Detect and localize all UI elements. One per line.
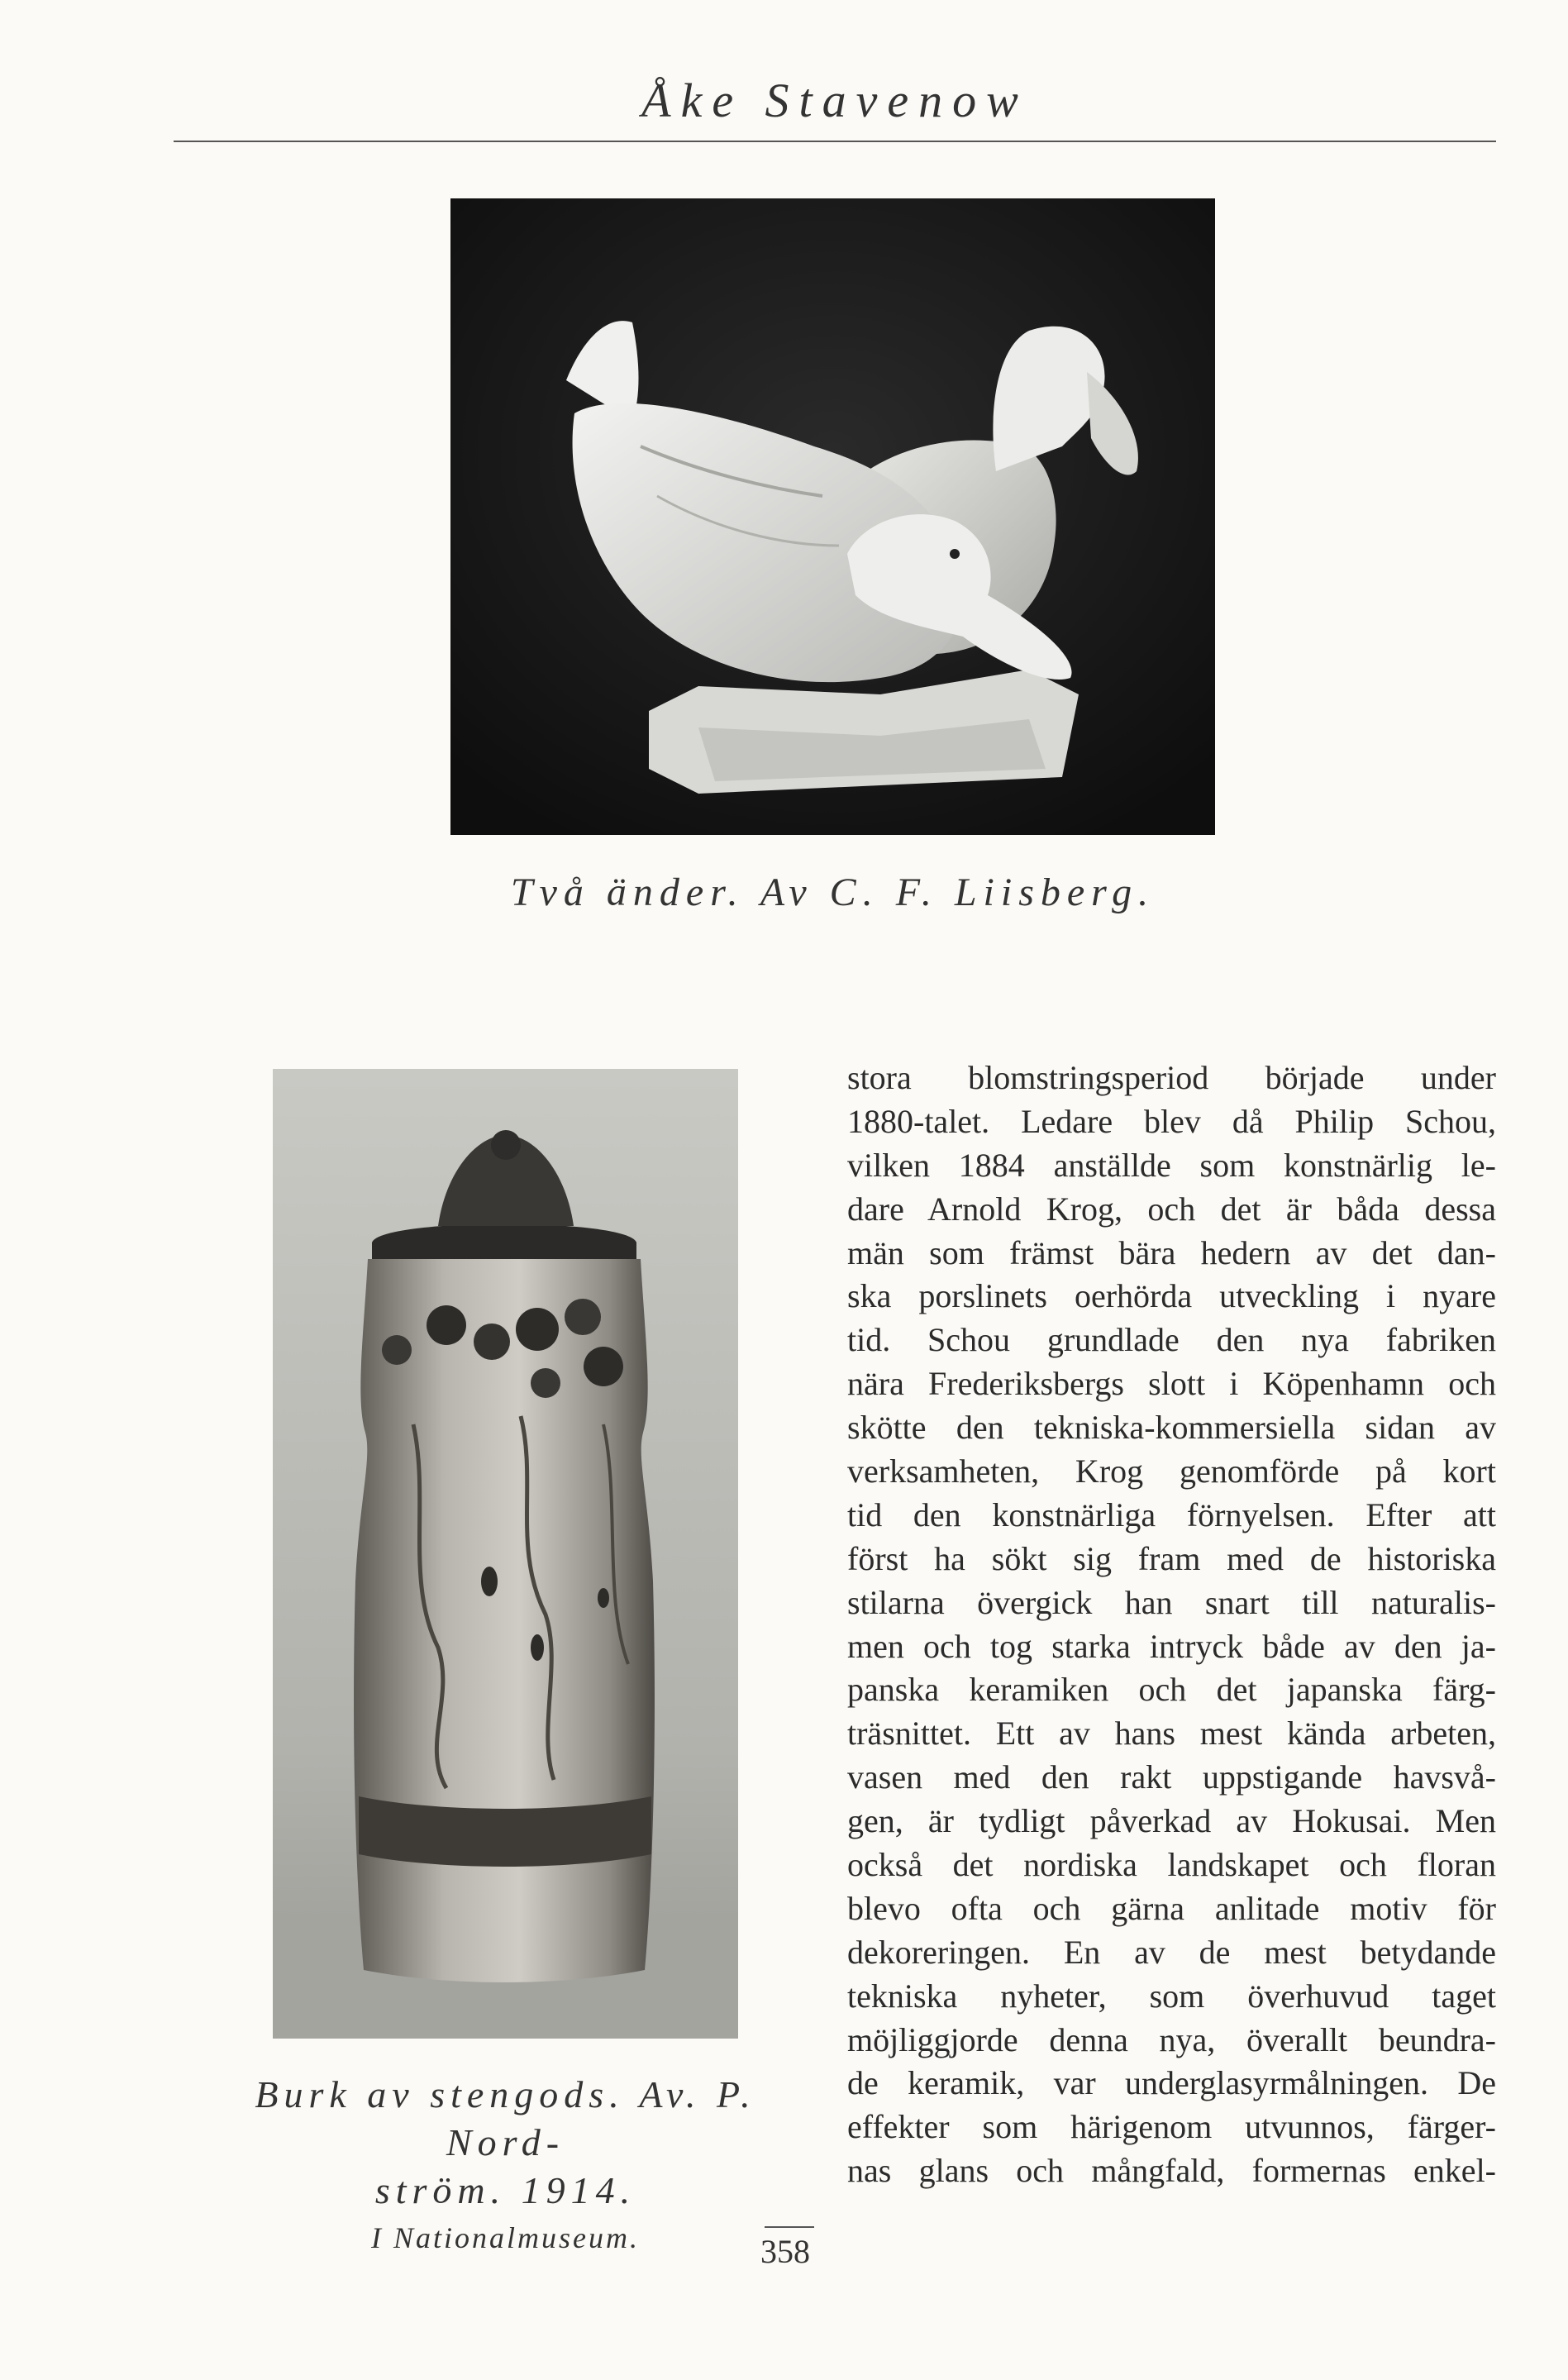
body-line: nas glans och mångfald, formernas enkel- (847, 2152, 1496, 2190)
stoneware-jar-illustration (273, 1069, 738, 2039)
body-line: panska keramiken och det japanska färg- (847, 1671, 1496, 1709)
jar-caption-line-3: I Nationalmuseum. (371, 2221, 640, 2254)
body-text (847, 1056, 1496, 2193)
header-rule (174, 141, 1496, 142)
jar-caption-line-2: ström. 1914. (374, 2169, 636, 2211)
body-line: men och tog starka intryck både av den ja- (847, 1627, 1496, 1665)
body-line: ska porslinets oerhörda utveckling i nyare (847, 1277, 1496, 1315)
body-line: möjliggjorde denna nya, överallt beundra- (847, 2020, 1496, 2058)
body-line: verksamheten, Krog genomförde på kort (847, 1452, 1496, 1490)
body-line: tekniska nyheter, som överhuvud taget (847, 1977, 1496, 2015)
body-line: effekter som härigenom utvunnos, färger- (847, 2108, 1496, 2146)
body-line: träsnittet. Ett av hans mest kända arbeten, (847, 1715, 1496, 1753)
page-number: 358 (760, 2233, 810, 2270)
page-number-rule (765, 2226, 814, 2228)
body-line: gen, är tydligt påverkad av Hokusai. Men (847, 1802, 1496, 1840)
body-line: stora blomstringsperiod började under (847, 1059, 1496, 1096)
ducks-illustration (450, 198, 1215, 835)
body-line: skötte den tekniska-kommersiella sidan av (847, 1409, 1496, 1447)
jar-photo (273, 1069, 738, 2039)
body-line: tid den konstnärliga förnyelsen. Efter att (847, 1495, 1496, 1533)
body-line: tid. Schou grundlade den nya fabriken (847, 1321, 1496, 1359)
ducks-caption: Två änder. Av C. F. Liisberg. (510, 870, 1156, 914)
body-line: nära Frederiksbergs slott i Köpenhamn och (847, 1365, 1496, 1403)
body-line: vilken 1884 anställde som konstnärlig le- (847, 1146, 1496, 1184)
jar-caption-line-1: Burk av stengods. Av. P. Nord- (255, 2073, 756, 2163)
body-line: de keramik, var underglasyrmålningen. De (847, 2064, 1496, 2102)
body-line: först ha sökt sig fram med de historiska (847, 1539, 1496, 1577)
body-line: också det nordiska landskapet och floran (847, 1846, 1496, 1884)
body-line: män som främst bära hedern av det dan- (847, 1233, 1496, 1271)
body-line: dare Arnold Krog, och det är båda dessa (847, 1190, 1496, 1228)
body-line: stilarna övergick han snart till naturalis- (847, 1583, 1496, 1621)
ducks-photo (450, 198, 1215, 835)
running-header: Åke Stavenow (641, 74, 1028, 127)
body-line: 1880-talet. Ledare blev då Philip Schou, (847, 1102, 1496, 1140)
body-line: dekoreringen. En av de mest betydande (847, 1933, 1496, 1971)
body-line: vasen med den rakt uppstigande havsvå- (847, 1758, 1496, 1796)
jar-caption (190, 2071, 821, 2261)
body-line: blevo ofta och gärna anlitade motiv för (847, 1889, 1496, 1927)
